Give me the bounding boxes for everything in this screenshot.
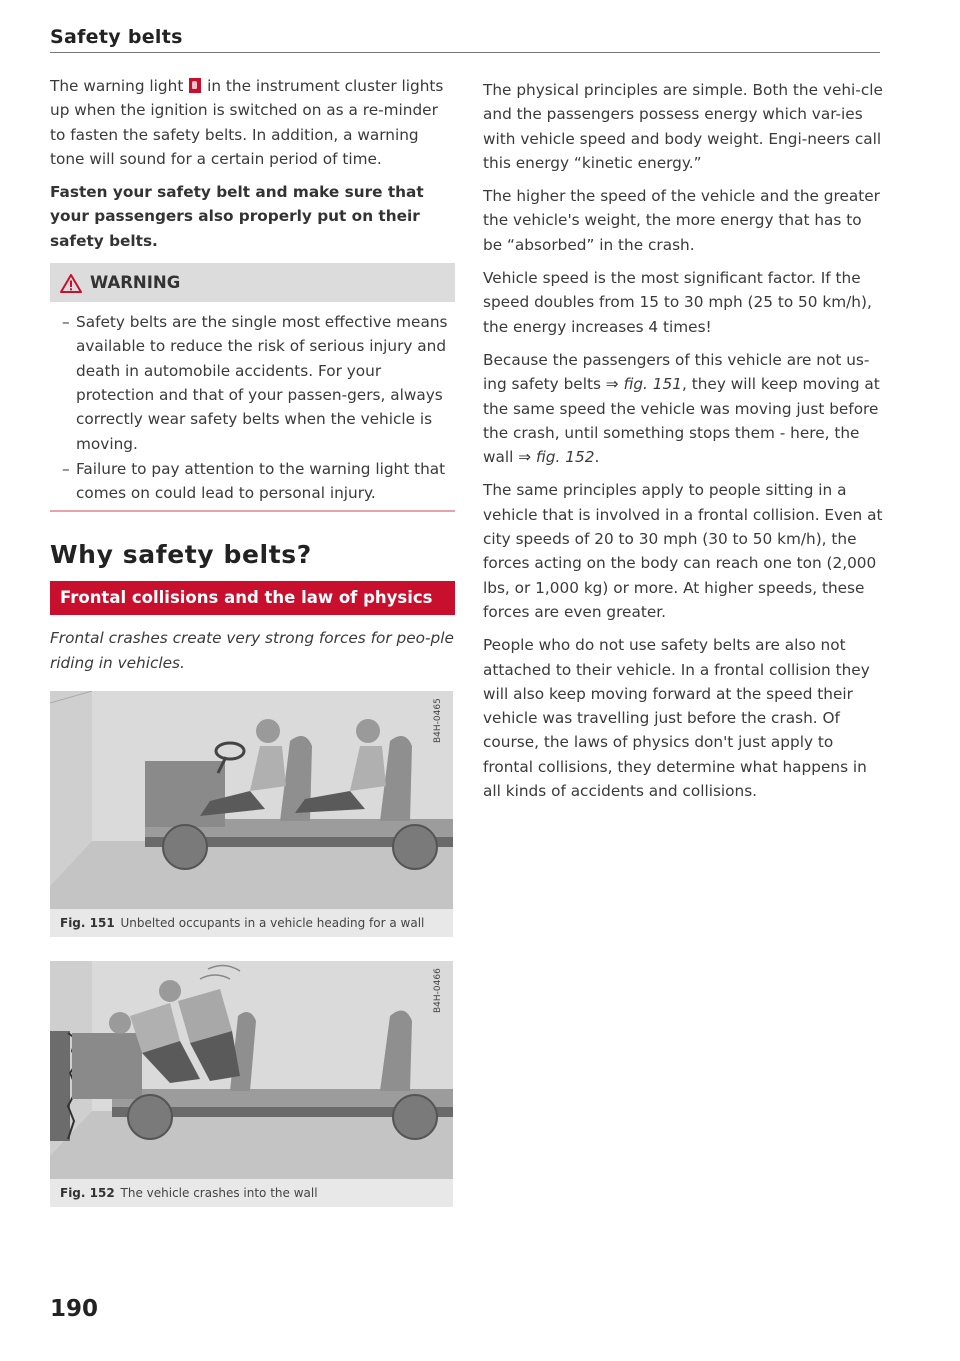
warning-box	[50, 263, 455, 512]
figure-caption	[50, 909, 453, 937]
warning-triangle-icon	[60, 274, 82, 293]
body-paragraph: Vehicle speed is the most significant factor. If the speed doubles from 15 to 30 mph (25 to 50 km/h), the energy increases 4 times!	[483, 269, 872, 336]
body-paragraph: People who do not use safety belts are also not attached to their vehicle. In a frontal collision they will also keep moving forward at the speed their vehicle was travelling just before the crash. Of course, the laws of physics don't just apply to frontal collisions, they determine what happens in all kinds of accidents and collisions.	[483, 636, 870, 801]
seatbelt-light-paragraph	[50, 74, 455, 171]
vehicle-crash-illustration	[50, 961, 453, 1179]
figure-label: Fig. 152	[60, 1186, 115, 1201]
seatbelt-warning-icon	[189, 78, 201, 93]
figure-caption	[50, 1179, 453, 1207]
body-paragraph: The physical principles are simple. Both the vehi-cle and the passengers possess energy which var-ies with vehicle speed and body weight. Engi-neers call this energy “kinetic energy.”	[483, 81, 883, 172]
warning-list	[50, 302, 455, 510]
header-divider	[50, 52, 880, 53]
warning-header	[50, 263, 455, 302]
fig-152-link[interactable]: ⇒ fig. 152	[518, 448, 595, 467]
figure-151	[50, 691, 453, 937]
warning-item: – Safety belts are the single most effective means available to reduce the risk of serious injury and death in automobile accidents. For your protection and that of your passen-gers, always correctly wear safety belts when the vehicle is moving.	[62, 310, 455, 456]
warning-title: WARNING	[90, 272, 181, 292]
figure-caption-text: The vehicle crashes into the wall	[120, 1186, 318, 1201]
fig-151-link[interactable]: ⇒ fig. 151	[605, 375, 682, 394]
page-number: 190	[50, 1296, 99, 1322]
body-paragraph: The same principles apply to people sitting in a vehicle that is involved in a frontal collision. Even at city speeds of 20 to 30 mph (30 to 50 km/h), the forces acting on the body can reach one ton (2,000 lbs, or 1,000 kg) or more. At higher speeds, these forces are even greater.	[483, 481, 883, 621]
section-intro: Frontal crashes create very strong forces for peo-ple riding in vehicles.	[50, 629, 454, 672]
figure-label: Fig. 151	[60, 916, 115, 931]
body-paragraph	[483, 348, 883, 469]
figure-code: B4H-0466	[433, 968, 443, 1014]
figure-code: B4H-0465	[433, 698, 443, 744]
p1-end: in the instrument cluster lights up when the ignition is switched on as a re-minder to fasten the safety belts. In addition, a warning tone will sound for a certain period of time.	[50, 77, 444, 168]
figure-152	[50, 961, 453, 1207]
warning-item: – Failure to pay attention to the warning light that comes on could lead to personal injury.	[62, 457, 455, 506]
p4-part-c: .	[594, 448, 600, 467]
figure-caption-text: Unbelted occupants in a vehicle heading for a wall	[120, 916, 425, 931]
page-header-title: Safety belts	[50, 26, 183, 48]
body-paragraph: The higher the speed of the vehicle and the greater the vehicle's weight, the more energy that has to be “absorbed” in the crash.	[483, 187, 880, 254]
unbelted-occupants-illustration	[50, 691, 453, 909]
p1-start: The warning light	[50, 77, 184, 95]
section-heading: Why safety belts?	[50, 540, 312, 570]
left-column	[50, 74, 455, 1231]
fasten-belt-instruction: Fasten your safety belt and make sure that your passengers also properly put on their safety belts.	[50, 183, 424, 250]
subsection-heading: Frontal collisions and the law of physics	[50, 581, 455, 615]
right-column	[483, 78, 883, 812]
p4-part-a: Because the passengers of this vehicle are not us-ing safety belts	[483, 350, 870, 394]
p4-part-b: , they will keep moving at the same speed the vehicle was moving just before the crash, until something stops them - here, the wall	[483, 375, 880, 467]
